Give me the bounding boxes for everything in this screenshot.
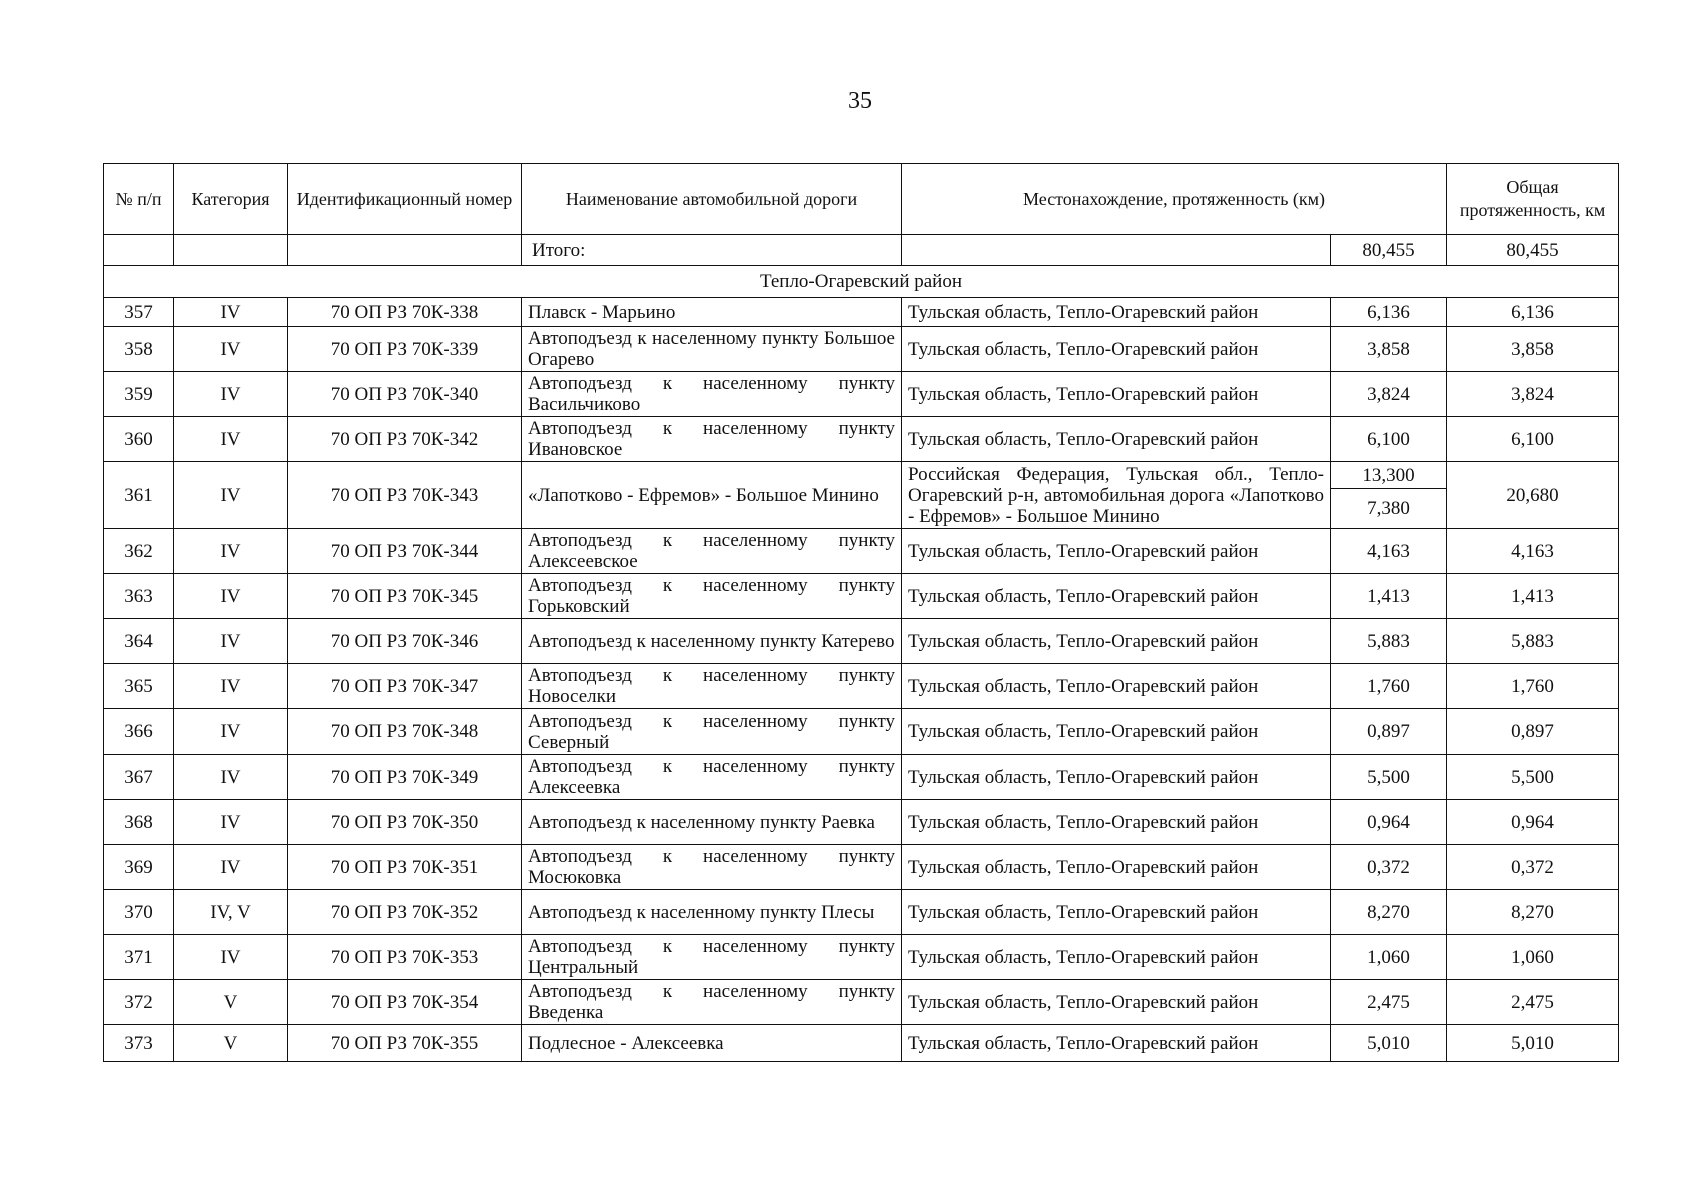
row-total-length: 5,883 xyxy=(1447,619,1619,664)
total-label: Итого: xyxy=(522,235,902,266)
row-num: 359 xyxy=(104,372,174,417)
row-road-name: «Лапотково - Ефремов» - Большое Минино xyxy=(522,462,902,529)
row-length: 6,100 xyxy=(1331,417,1447,462)
row-num: 365 xyxy=(104,664,174,709)
row-road-name: Плавск - Марьино xyxy=(522,298,902,327)
table-row xyxy=(104,800,1619,845)
row-id-number: 70 ОП РЗ 70К-355 xyxy=(288,1025,522,1062)
row-id-number: 70 ОП РЗ 70К-345 xyxy=(288,574,522,619)
table-row xyxy=(104,935,1619,980)
row-total-length: 6,136 xyxy=(1447,298,1619,327)
row-total-length: 0,964 xyxy=(1447,800,1619,845)
row-category: IV xyxy=(174,372,288,417)
row-length: 5,883 xyxy=(1331,619,1447,664)
row-length: 4,163 xyxy=(1331,529,1447,574)
row-road-name: Автоподъезд к населенному пункту Большое Огарево xyxy=(522,327,902,372)
row-length: 0,372 xyxy=(1331,845,1447,890)
total-overall: 80,455 xyxy=(1447,235,1619,266)
row-road-name: Автоподъезд к населенному пункту Катерево xyxy=(522,619,902,664)
district-name: Тепло-Огаревский район xyxy=(104,266,1619,298)
row-category: V xyxy=(174,980,288,1025)
row-total-length: 6,100 xyxy=(1447,417,1619,462)
table-row xyxy=(104,298,1619,327)
row-category: IV xyxy=(174,664,288,709)
row-location: Тульская область, Тепло-Огаревский район xyxy=(902,529,1331,574)
table-row xyxy=(104,462,1619,489)
table-row xyxy=(104,417,1619,462)
row-num: 361 xyxy=(104,462,174,529)
header-category: Категория xyxy=(174,164,288,235)
row-length: 1,413 xyxy=(1331,574,1447,619)
row-road-name: Автоподъезд к населенному пункту Плесы xyxy=(522,890,902,935)
table-body xyxy=(104,235,1619,1062)
row-location: Российская Федерация, Тульская обл., Тепло-Огаревский р-н, автомобильная дорога «Лапотково - Ефремов» - Большое Минино xyxy=(902,462,1331,529)
table-row xyxy=(104,372,1619,417)
row-road-name: Автоподъезд к населенному пункту Центральный xyxy=(522,935,902,980)
row-id-number: 70 ОП РЗ 70К-354 xyxy=(288,980,522,1025)
table-header-row xyxy=(104,164,1619,235)
row-road-name: Автоподъезд к населенному пункту Ивановское xyxy=(522,417,902,462)
row-length: 1,060 xyxy=(1331,935,1447,980)
row-total-length: 3,824 xyxy=(1447,372,1619,417)
table-row xyxy=(104,327,1619,372)
row-category: V xyxy=(174,1025,288,1062)
row-id-number: 70 ОП РЗ 70К-340 xyxy=(288,372,522,417)
row-id-number: 70 ОП РЗ 70К-344 xyxy=(288,529,522,574)
row-road-name: Автоподъезд к населенному пункту Васильчиково xyxy=(522,372,902,417)
row-location: Тульская область, Тепло-Огаревский район xyxy=(902,1025,1331,1062)
table-row xyxy=(104,574,1619,619)
row-length: 6,136 xyxy=(1331,298,1447,327)
row-category: IV xyxy=(174,845,288,890)
row-id-number: 70 ОП РЗ 70К-352 xyxy=(288,890,522,935)
row-id-number: 70 ОП РЗ 70К-350 xyxy=(288,800,522,845)
row-road-name: Подлесное - Алексеевка xyxy=(522,1025,902,1062)
table-row xyxy=(104,1025,1619,1062)
total-length: 80,455 xyxy=(1331,235,1447,266)
row-length: 2,475 xyxy=(1331,980,1447,1025)
row-num: 362 xyxy=(104,529,174,574)
row-id-number: 70 ОП РЗ 70К-349 xyxy=(288,755,522,800)
row-total-length: 1,413 xyxy=(1447,574,1619,619)
row-id-number: 70 ОП РЗ 70К-348 xyxy=(288,709,522,755)
row-location: Тульская область, Тепло-Огаревский район xyxy=(902,327,1331,372)
total-row xyxy=(104,235,1619,266)
row-road-name: Автоподъезд к населенному пункту Алексеевское xyxy=(522,529,902,574)
row-location: Тульская область, Тепло-Огаревский район xyxy=(902,709,1331,755)
total-cell-empty xyxy=(902,235,1331,266)
row-length: 5,500 xyxy=(1331,755,1447,800)
header-road-name: Наименование автомобильной дороги xyxy=(522,164,902,235)
row-category: IV xyxy=(174,327,288,372)
row-id-number: 70 ОП РЗ 70К-343 xyxy=(288,462,522,529)
row-num: 360 xyxy=(104,417,174,462)
row-num: 373 xyxy=(104,1025,174,1062)
row-total-length: 4,163 xyxy=(1447,529,1619,574)
row-location: Тульская область, Тепло-Огаревский район xyxy=(902,980,1331,1025)
row-num: 366 xyxy=(104,709,174,755)
row-location: Тульская область, Тепло-Огаревский район xyxy=(902,664,1331,709)
row-road-name: Автоподъезд к населенному пункту Раевка xyxy=(522,800,902,845)
row-num: 358 xyxy=(104,327,174,372)
row-num: 357 xyxy=(104,298,174,327)
row-id-number: 70 ОП РЗ 70К-351 xyxy=(288,845,522,890)
row-num: 364 xyxy=(104,619,174,664)
row-location: Тульская область, Тепло-Огаревский район xyxy=(902,800,1331,845)
row-category: IV xyxy=(174,935,288,980)
row-category: IV xyxy=(174,755,288,800)
roads-table xyxy=(103,163,1619,1062)
row-length: 13,300 xyxy=(1331,462,1447,489)
row-road-name: Автоподъезд к населенному пункту Горьковский xyxy=(522,574,902,619)
row-road-name: Автоподъезд к населенному пункту Северный xyxy=(522,709,902,755)
row-total-length: 1,760 xyxy=(1447,664,1619,709)
row-num: 372 xyxy=(104,980,174,1025)
row-category: IV xyxy=(174,800,288,845)
row-total-length: 3,858 xyxy=(1447,327,1619,372)
district-row xyxy=(104,266,1619,298)
row-length-second: 7,380 xyxy=(1331,489,1447,529)
row-category: IV xyxy=(174,709,288,755)
table-row xyxy=(104,619,1619,664)
row-location: Тульская область, Тепло-Огаревский район xyxy=(902,935,1331,980)
row-location: Тульская область, Тепло-Огаревский район xyxy=(902,574,1331,619)
table-row xyxy=(104,664,1619,709)
row-num: 370 xyxy=(104,890,174,935)
row-location: Тульская область, Тепло-Огаревский район xyxy=(902,755,1331,800)
row-total-length: 5,500 xyxy=(1447,755,1619,800)
page-number: 35 xyxy=(848,88,872,114)
row-location: Тульская область, Тепло-Огаревский район xyxy=(902,845,1331,890)
row-num: 368 xyxy=(104,800,174,845)
row-location: Тульская область, Тепло-Огаревский район xyxy=(902,890,1331,935)
header-id-number: Идентификационный номер xyxy=(288,164,522,235)
row-road-name: Автоподъезд к населенному пункту Мосюковка xyxy=(522,845,902,890)
table-row xyxy=(104,980,1619,1025)
row-num: 371 xyxy=(104,935,174,980)
row-location: Тульская область, Тепло-Огаревский район xyxy=(902,417,1331,462)
total-cell-empty xyxy=(174,235,288,266)
row-road-name: Автоподъезд к населенному пункту Новоселки xyxy=(522,664,902,709)
row-category: IV xyxy=(174,574,288,619)
row-total-length: 2,475 xyxy=(1447,980,1619,1025)
row-total-length: 1,060 xyxy=(1447,935,1619,980)
row-category: IV xyxy=(174,298,288,327)
header-total-length: Общая протяженность, км xyxy=(1447,164,1619,235)
header-num: № п/п xyxy=(104,164,174,235)
row-length: 3,824 xyxy=(1331,372,1447,417)
row-length: 5,010 xyxy=(1331,1025,1447,1062)
row-num: 369 xyxy=(104,845,174,890)
row-category: IV xyxy=(174,619,288,664)
table-row xyxy=(104,755,1619,800)
row-id-number: 70 ОП РЗ 70К-338 xyxy=(288,298,522,327)
table-row xyxy=(104,709,1619,755)
row-length: 0,964 xyxy=(1331,800,1447,845)
row-location: Тульская область, Тепло-Огаревский район xyxy=(902,619,1331,664)
row-id-number: 70 ОП РЗ 70К-339 xyxy=(288,327,522,372)
row-location: Тульская область, Тепло-Огаревский район xyxy=(902,298,1331,327)
row-num: 363 xyxy=(104,574,174,619)
row-num: 367 xyxy=(104,755,174,800)
row-length: 3,858 xyxy=(1331,327,1447,372)
row-length: 8,270 xyxy=(1331,890,1447,935)
table-row xyxy=(104,890,1619,935)
row-length: 1,760 xyxy=(1331,664,1447,709)
row-total-length: 5,010 xyxy=(1447,1025,1619,1062)
row-total-length: 8,270 xyxy=(1447,890,1619,935)
row-road-name: Автоподъезд к населенному пункту Введенка xyxy=(522,980,902,1025)
row-id-number: 70 ОП РЗ 70К-347 xyxy=(288,664,522,709)
total-cell-empty xyxy=(104,235,174,266)
row-road-name: Автоподъезд к населенному пункту Алексеевка xyxy=(522,755,902,800)
row-category: IV xyxy=(174,462,288,529)
row-total-length: 20,680 xyxy=(1447,462,1619,529)
table-row xyxy=(104,845,1619,890)
row-id-number: 70 ОП РЗ 70К-342 xyxy=(288,417,522,462)
row-category: IV xyxy=(174,417,288,462)
row-category: IV xyxy=(174,529,288,574)
row-length: 0,897 xyxy=(1331,709,1447,755)
total-cell-empty xyxy=(288,235,522,266)
header-location: Местонахождение, протяженность (км) xyxy=(902,164,1447,235)
row-id-number: 70 ОП РЗ 70К-346 xyxy=(288,619,522,664)
table-row xyxy=(104,529,1619,574)
row-total-length: 0,897 xyxy=(1447,709,1619,755)
row-id-number: 70 ОП РЗ 70К-353 xyxy=(288,935,522,980)
row-total-length: 0,372 xyxy=(1447,845,1619,890)
row-category: IV, V xyxy=(174,890,288,935)
row-location: Тульская область, Тепло-Огаревский район xyxy=(902,372,1331,417)
